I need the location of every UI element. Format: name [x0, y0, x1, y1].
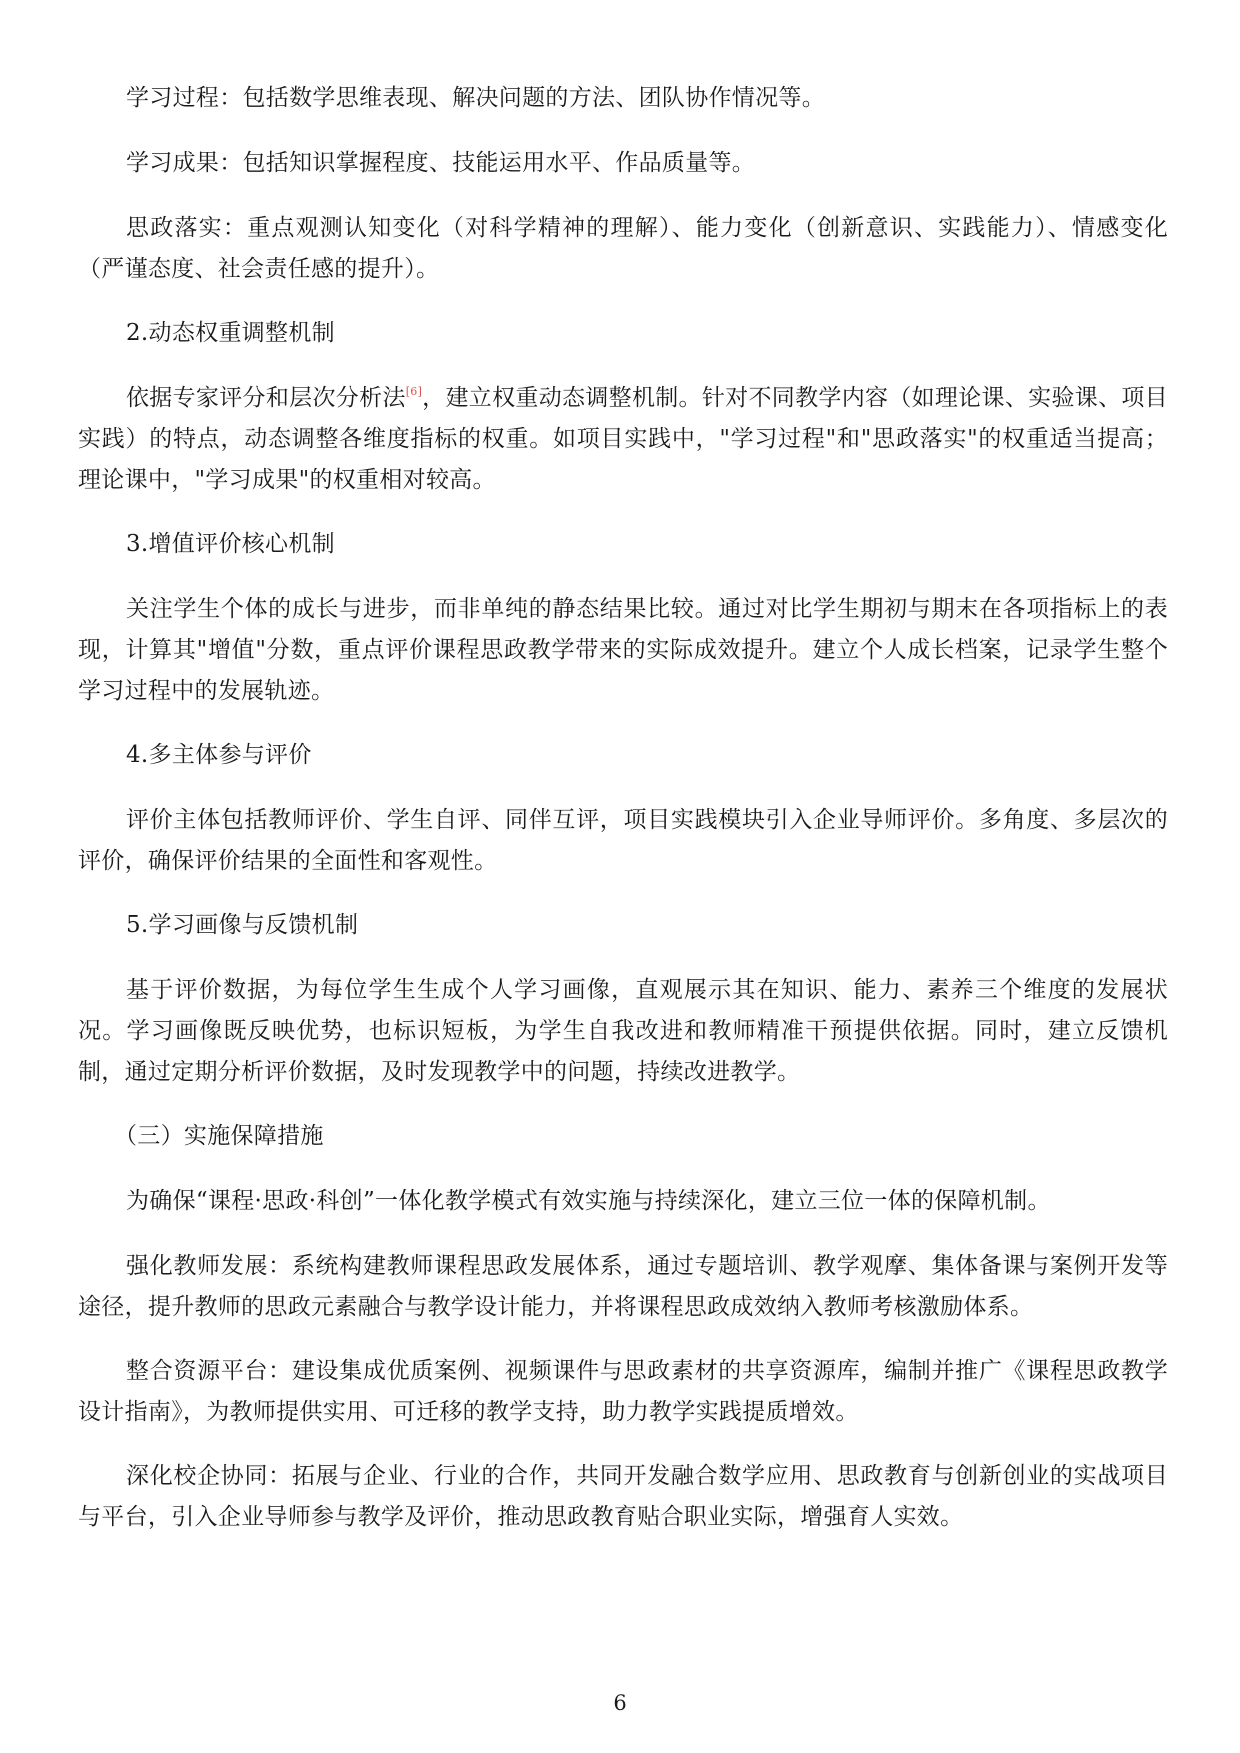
paragraph-resource-platform: 整合资源平台：建设集成优质案例、视频课件与思政素材的共享资源库，编制并推广《课程思政教学设计指南》，为教师提供实用、可迁移的教学支持，助力教学实践提质增效。	[78, 1358, 1168, 1425]
paragraph-learning-process: 学习过程：包括数学思维表现、解决问题的方法、团队协作情况等。	[126, 85, 825, 111]
paragraph-multi-subject: 评价主体包括教师评价、学生自评、同伴互评，项目实践模块引入企业导师评价。多角度、多层次的评价，确保评价结果的全面性和客观性。	[78, 807, 1168, 874]
heading-multi-subject: 4.多主体参与评价	[126, 742, 312, 768]
paragraph-school-enterprise: 深化校企协同：拓展与企业、行业的合作，共同开发融合数学应用、思政教育与创新创业的实战项目与平台，引入企业导师参与教学及评价，推动思政教育贴合职业实际，增强育人实效。	[78, 1463, 1168, 1530]
paragraph-dynamic-weight	[78, 378, 1168, 501]
heading-value-added: 3.增值评价核心机制	[126, 531, 335, 557]
paragraph-safeguards-intro: 为确保“课程·思政·科创”一体化教学模式有效实施与持续深化，建立三位一体的保障机制。	[126, 1188, 1051, 1214]
paragraph-teacher-development: 强化教师发展：系统构建教师课程思政发展体系，通过专题培训、教学观摩、集体备课与案例开发等途径，提升教师的思政元素融合与教学设计能力，并将课程思政成效纳入教师考核激励体系。	[78, 1253, 1168, 1320]
citation-reference[interactable]: [6]	[405, 385, 423, 398]
paragraph-learning-portrait: 基于评价数据，为每位学生生成个人学习画像，直观展示其在知识、能力、素养三个维度的发展状况。学习画像既反映优势，也标识短板，为学生自我改进和教师精准干预提供依据。同时，建立反馈机制，通过定期分析评价数据，及时发现教学中的问题，持续改进教学。	[78, 977, 1168, 1085]
paragraph-dynamic-weight-text-b: ，建立权重动态调整机制。针对不同教学内容（如理论课、实验课、项目实践）的特点，动态调整各维度指标的权重。如项目实践中，"学习过程"和"思政落实"的权重适当提高；理论课中，"学习成果"的权重相对较高。	[78, 385, 1168, 493]
heading-implementation-safeguards: （三）实施保障措施	[114, 1123, 324, 1149]
paragraph-ideological-implementation: 思政落实：重点观测认知变化（对科学精神的理解）、能力变化（创新意识、实践能力）、情感变化（严谨态度、社会责任感的提升）。	[78, 215, 1168, 282]
page-number: 6	[613, 1691, 627, 1715]
paragraph-dynamic-weight-text-a: 依据专家评分和层次分析法	[126, 385, 406, 411]
heading-dynamic-weight: 2.动态权重调整机制	[126, 320, 335, 346]
heading-learning-portrait: 5.学习画像与反馈机制	[126, 912, 359, 938]
paragraph-value-added: 关注学生个体的成长与进步，而非单纯的静态结果比较。通过对比学生期初与期末在各项指标上的表现，计算其"增值"分数，重点评价课程思政教学带来的实际成效提升。建立个人成长档案，记录学生整个学习过程中的发展轨迹。	[78, 596, 1168, 704]
paragraph-learning-outcome: 学习成果：包括知识掌握程度、技能运用水平、作品质量等。	[126, 150, 756, 176]
document-body	[78, 78, 1168, 1538]
